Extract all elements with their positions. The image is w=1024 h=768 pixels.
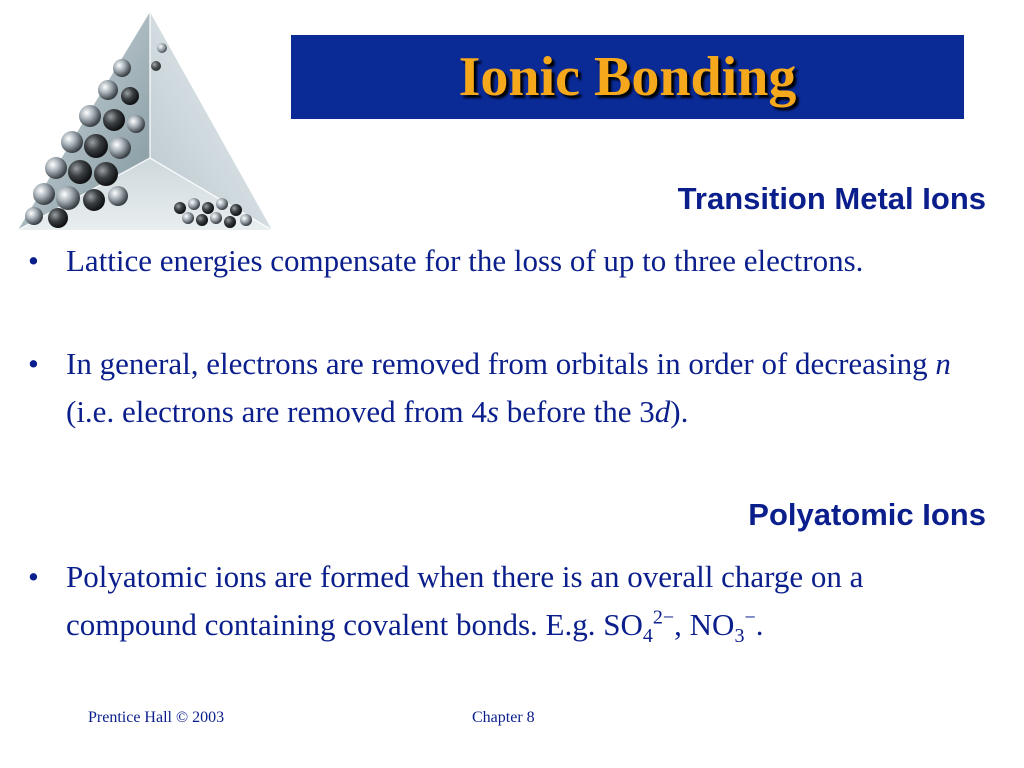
footer-chapter: Chapter 8 [472,709,535,726]
section-heading-polyatomic-ions: Polyatomic Ions [748,497,986,532]
subscript: 4 [642,625,653,648]
bullet-text-part: ). [670,394,689,429]
bullet-text-part: before the 3 [498,394,655,429]
bullet-item [28,237,996,285]
title-bar [291,35,964,119]
bullet-text [66,553,996,649]
bullet-text-part: . [755,607,764,642]
italic-orbital-s: s [486,394,499,429]
bullet-text-part: , NO [674,607,735,642]
bullet-text [66,340,996,436]
bullet-symbol: • [28,243,39,278]
italic-variable-n: n [935,346,951,381]
bullet-item [28,553,996,649]
crystal-lattice-pyramid-logo [10,8,280,238]
bullet-text-part: (i.e. electrons are removed from 4 [66,394,487,429]
bullet-symbol: • [28,346,39,381]
bullet-text-part: Polyatomic ions are formed when there is an overall charge on a compound containing covalent bonds. E.g. SO [66,559,864,642]
footer-copyright: Prentice Hall © 2003 [88,709,225,726]
bullet-text-part: In general, electrons are removed from orbitals in order of decreasing [66,346,936,381]
slide-title: Ionic Bonding [458,46,797,108]
bullet-item [28,340,996,436]
superscript: 2− [652,606,675,629]
bullet-symbol: • [28,559,39,594]
section-heading-transition-metal-ions: Transition Metal Ions [677,181,986,216]
italic-orbital-d: d [654,394,671,429]
subscript: 3 [734,625,745,648]
bullet-text: Lattice energies compensate for the loss of up to three electrons. [66,243,864,278]
superscript: − [744,606,756,629]
